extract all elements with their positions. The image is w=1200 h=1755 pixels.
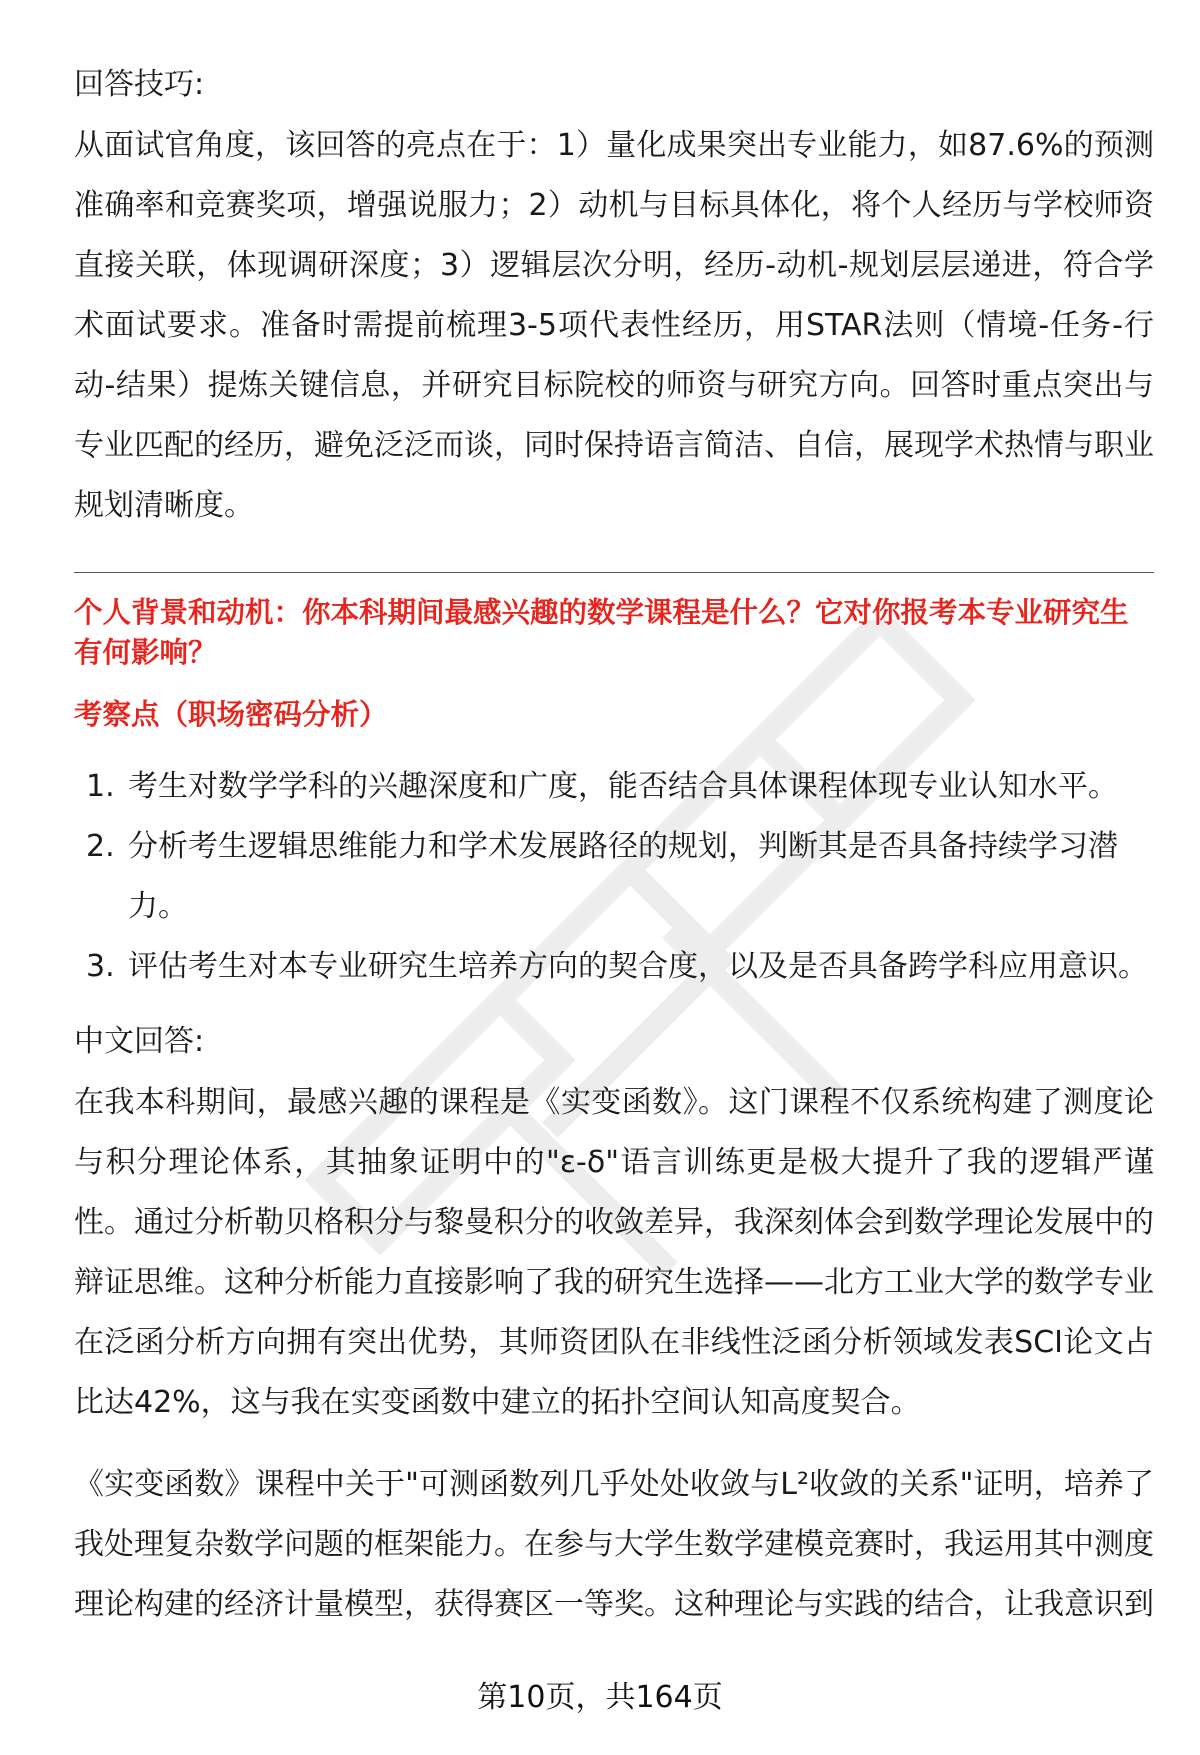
list-item-text: 评估考生对本专业研究生培养方向的契合度，以及是否具备跨学科应用意识。 xyxy=(128,949,1148,984)
answer-paragraph-2: 《实变函数》课程中关于"可测函数列几乎处处收敛与L²收敛的关系"证明，培养了我处理复杂数学问题的框架能力。在参与大学生数学建模竞赛时，我运用其中测度理论构建的经济计量模型，获得赛区一等奖。这种理论与实践的结合，让我意识到 xyxy=(74,1467,1154,1622)
document-page xyxy=(74,62,1154,1635)
question-title: 个人背景和动机：你本科期间最感兴趣的数学课程是什么？它对你报考本专业研究生有何影响？ xyxy=(74,596,1129,669)
list-item-number: 1. xyxy=(86,769,115,804)
list-item xyxy=(74,757,1154,817)
analysis-heading: 考察点（职场密码分析） xyxy=(74,698,388,731)
answer-label: 中文回答: xyxy=(74,1024,205,1059)
list-item-text: 分析考生逻辑思维能力和学术发展路径的规划，判断其是否具备持续学习潜力。 xyxy=(128,829,1118,924)
list-item xyxy=(74,937,1154,997)
tips-label: 回答技巧: xyxy=(74,67,205,102)
tips-paragraph: 从面试官角度，该回答的亮点在于：1）量化成果突出专业能力，如87.6%的预测准确率和竞赛奖项，增强说服力；2）动机与目标具体化，将个人经历与学校师资直接关联，体现调研深度；3）逻辑层次分明，经历-动机-规划层层递进，符合学术面试要求。准备时需提前梳理3-5项代表性经历，用STAR法则（情境-任务-行动-结果）提炼关键信息，并研究目标院校的师资与研究方向。回答时重点突出与专业匹配的经历，避免泛泛而谈，同时保持语言简洁、自信，展现学术热情与职业规划清晰度。 xyxy=(74,128,1154,523)
list-item-number: 2. xyxy=(86,829,115,864)
list-item xyxy=(74,817,1154,937)
answer-paragraph-1: 在我本科期间，最感兴趣的课程是《实变函数》。这门课程不仅系统构建了测度论与积分理论体系，其抽象证明中的"ε-δ"语言训练更是极大提升了我的逻辑严谨性。通过分析勒贝格积分与黎曼积分的收敛差异，我深刻体会到数学理论发展中的辩证思维。这种分析能力直接影响了我的研究生选择——北方工业大学的数学专业在泛函分析方向拥有突出优势，其师资团队在非线性泛函分析领域发表SCI论文占比达42%，这与我在实变函数中建立的拓扑空间认知高度契合。 xyxy=(74,1085,1154,1420)
page-number: 第10页，共164页 xyxy=(477,1680,723,1715)
section-divider xyxy=(74,572,1154,573)
analysis-points-list xyxy=(74,757,1154,997)
list-item-number: 3. xyxy=(86,949,115,984)
list-item-text: 考生对数学学科的兴趣深度和广度，能否结合具体课程体现专业认知水平。 xyxy=(128,769,1118,804)
